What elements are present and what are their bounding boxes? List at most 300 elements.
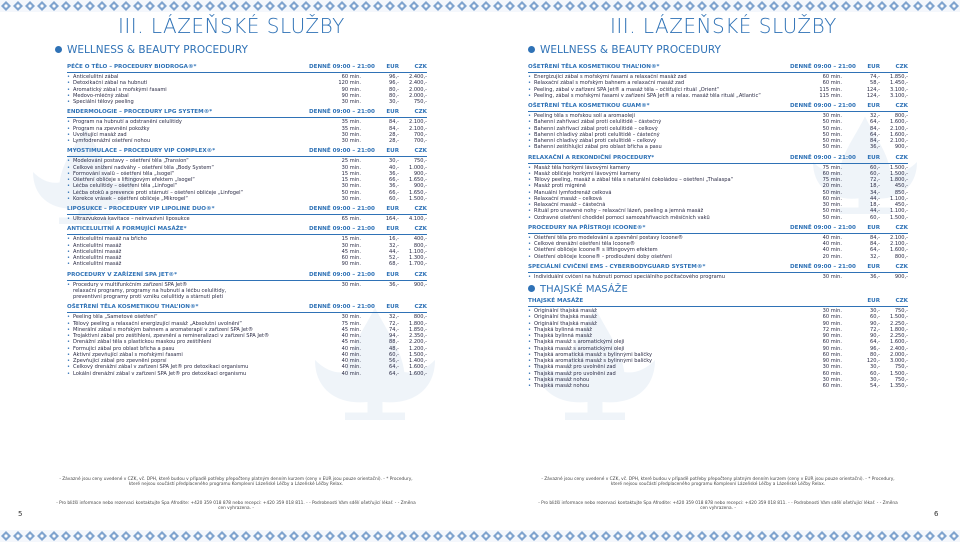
price-czk: 1.600,- xyxy=(889,119,908,126)
section-header xyxy=(67,109,427,118)
section-hours: DENNĚ 09:00 – 21:00 xyxy=(309,226,375,233)
service-name: • Ultrazvuková kavitace – neinvazivní liposukce xyxy=(67,216,309,222)
bottom-ornament-band xyxy=(0,530,480,542)
section-title: ENDERMOLOGIE – PROCEDURY LPG SYSTEM®* xyxy=(67,109,213,116)
price-czk xyxy=(399,294,427,300)
price-eur: 60,- xyxy=(389,195,399,202)
price-czk: 2.250,- xyxy=(889,333,908,339)
service-duration: 40 min. xyxy=(341,364,361,371)
currency-czk-label: CZK xyxy=(895,154,908,161)
service-duration: 40 min. xyxy=(822,241,842,247)
price-eur: 66,- xyxy=(389,177,399,183)
page-number: 5 xyxy=(18,510,23,518)
service-name: • Aromatický zábal s mořskými řasami xyxy=(67,87,309,93)
service-duration: 30 min. xyxy=(822,202,842,208)
price-eur: 96,- xyxy=(389,80,399,87)
service-name: preventivní programy proti vzniku celulitidy a stárnutí pleti xyxy=(73,294,224,300)
service-duration: 90 min. xyxy=(822,358,842,364)
price-czk: 800,- xyxy=(413,242,427,249)
price-section xyxy=(528,155,908,221)
service-name: • Bahenní zeštíhlující zábal pro oblast břicha a pasu xyxy=(528,144,790,150)
price-eur: 30,- xyxy=(870,364,880,371)
service-duration: 75 min. xyxy=(822,164,842,171)
service-duration: 40 min. xyxy=(341,370,361,377)
service-name: • Bahenní zahřívací zábal proti celulitidě – celkový xyxy=(528,126,790,132)
price-eur: 94,- xyxy=(389,333,399,339)
price-eur: 30,- xyxy=(870,308,880,314)
service-name: • Formování svalů – ošetření těla „Isogel“ xyxy=(67,171,309,177)
service-duration: 75 min. xyxy=(341,320,361,327)
footer-contact: - Pro bližší informace nebo rezervaci kontaktujte Spa Afrodite: +420 359 018 878 nebo recepci: +420 359 018 811. - - Podrobnosti Vám sdělí ošetřující lékař. - - Změna cen vyhrazena. - xyxy=(56,501,416,512)
price-czk: 1.500,- xyxy=(889,214,908,221)
price-row xyxy=(528,254,908,260)
price-eur: 84,- xyxy=(870,234,880,241)
price-eur: 80,- xyxy=(389,86,399,93)
price-czk: 750,- xyxy=(894,376,908,383)
service-duration: 40 min. xyxy=(341,333,361,339)
price-czk: 1.100,- xyxy=(408,248,427,255)
service-name: • Tělový peeling, masáž a zábal těla s naturální čokoládou – ošetření „Thalaspa“ xyxy=(528,177,790,183)
subtitle-text: WELLNESS & BEAUTY PROCEDURY xyxy=(67,44,248,56)
price-eur: 36,- xyxy=(389,183,399,190)
service-duration: 25 min. xyxy=(341,158,361,165)
price-czk: 2.250,- xyxy=(889,320,908,327)
service-duration: 30 min. xyxy=(822,113,842,119)
price-czk: 1.800,- xyxy=(889,177,908,183)
currency-eur-label: EUR xyxy=(386,304,399,311)
price-eur: 84,- xyxy=(870,138,880,144)
service-name: • Ozdravné ošetření chodidel pomocí samozahřívacích měsíčních vaků xyxy=(528,215,790,221)
price-czk: 2.100,- xyxy=(889,138,908,144)
bottom-ornament-band xyxy=(480,530,960,542)
service-duration: 60 min. xyxy=(822,314,842,321)
price-section xyxy=(67,304,427,377)
service-name: • Individuální cvičení na hubnutí pomocí speciálního počítačového programu xyxy=(528,274,790,280)
currency-czk-label: CZK xyxy=(414,304,427,311)
price-eur: 84,- xyxy=(870,125,880,132)
price-czk: 1.650,- xyxy=(408,189,427,196)
section-title: SPECIÁLNÍ CVIČENÍ EMS - CYBERBODYGUARD SYSTEM®* xyxy=(528,263,706,270)
price-czk: 1.500,- xyxy=(889,314,908,321)
price-czk: 700,- xyxy=(413,131,427,138)
section-header xyxy=(67,226,427,235)
price-czk: 1.600,- xyxy=(889,247,908,254)
ornament-pattern xyxy=(0,530,480,542)
currency-eur-label: EUR xyxy=(867,154,880,161)
price-czk: 4.100,- xyxy=(408,216,427,222)
price-row xyxy=(67,261,427,267)
price-czk: 900,- xyxy=(413,281,427,288)
price-czk: 900,- xyxy=(413,170,427,177)
price-eur: 90,- xyxy=(870,333,880,339)
price-eur: 16,- xyxy=(389,236,399,243)
price-czk: 2.100,- xyxy=(408,119,427,126)
currency-czk-label: CZK xyxy=(895,298,908,304)
thai-heading-text: THAJSKÉ MASÁŽE xyxy=(540,284,628,295)
section-hours xyxy=(790,298,852,305)
price-eur: 36,- xyxy=(389,170,399,177)
service-name: • Celkové drenážní ošetření těla Icoone® xyxy=(528,241,790,247)
section-hours: DENNĚ 09:00 – 21:00 xyxy=(790,103,856,109)
price-eur: 30,- xyxy=(389,158,399,165)
price-czk: 1.850,- xyxy=(408,326,427,333)
bullet-icon xyxy=(528,46,535,53)
ornament-pattern xyxy=(480,0,960,12)
price-czk: 2.200,- xyxy=(408,339,427,346)
bullet-icon xyxy=(528,285,535,292)
service-duration: 50 min. xyxy=(822,208,842,215)
price-row xyxy=(528,93,908,99)
section-hours: DENNĚ 09:00 – 21:00 xyxy=(309,148,375,155)
currency-czk-label: CZK xyxy=(895,64,908,70)
service-name: • Celkové snížení nadváhy – ošetření těla „Body System“ xyxy=(67,165,309,171)
price-section xyxy=(67,109,427,144)
price-czk: 1.500,- xyxy=(408,351,427,358)
price-eur: 32,- xyxy=(389,242,399,249)
price-czk: 750,- xyxy=(894,308,908,314)
price-eur: 164,- xyxy=(385,216,399,222)
service-name: • Léčba celulitidy – ošetření těla „Linfogel“ xyxy=(67,183,309,189)
price-eur: 68,- xyxy=(389,261,399,268)
price-eur: 44,- xyxy=(870,195,880,202)
service-duration: 90 min. xyxy=(341,92,361,99)
service-name: • Ošetření obličeje s liftingovým efektem „Isogel“ xyxy=(67,177,309,183)
service-duration: 30 min. xyxy=(341,138,361,144)
section-header xyxy=(67,272,427,281)
currency-eur-label: EUR xyxy=(386,271,399,278)
thai-massage-heading xyxy=(528,284,908,295)
price-czk: 1.300,- xyxy=(408,255,427,261)
price-eur: 84,- xyxy=(870,241,880,247)
footer-note: - Závazné jsou ceny uvedené v CZK, vč. DPH, které budou v případě potřeby přepočteny platným denním kurzem (ceny v EUR jsou pouze orientační). - * Procedury, které nejsou součástí předplaceného programu Komplexní Lázeňské Léčby a Lázeňské Léčby Relax. xyxy=(59,477,413,488)
price-eur: 80,- xyxy=(389,92,399,99)
currency-eur-label: EUR xyxy=(867,224,880,231)
price-section xyxy=(67,64,427,105)
top-ornament-band xyxy=(0,0,480,12)
currency-czk-label: CZK xyxy=(895,103,908,109)
currency-czk-label: CZK xyxy=(414,64,427,70)
service-name: • Originální thajská masáž xyxy=(528,321,790,327)
currency-czk-label: CZK xyxy=(414,109,427,116)
currency-eur-label: EUR xyxy=(386,148,399,155)
service-duration: 50 min. xyxy=(822,214,842,221)
currency-eur-label: EUR xyxy=(386,206,399,212)
service-name: • Peeling, zábal s mořskými řasami v zařízení SPA Jet® a relax. masáž těla rituál „Atlantic“ xyxy=(528,93,790,99)
price-section xyxy=(67,148,427,202)
service-duration: 45 min. xyxy=(341,339,361,346)
service-name: • Modelování postavy – ošetření těla „Transion“ xyxy=(67,158,309,164)
section-hours: DENNĚ 09:00 – 21:00 xyxy=(309,271,375,278)
service-name: • Peeling, zábal v zařízení SPA Jet® a masáž těla – očišťující rituál „Orient“ xyxy=(528,87,790,93)
service-name: • Uvolňující masáž zad xyxy=(67,132,309,138)
service-name: • Thajská aromatická masáž s bylinnými balíčky xyxy=(528,352,790,358)
price-czk: 1.500,- xyxy=(889,370,908,377)
service-duration: 15 min. xyxy=(341,236,361,243)
section-hours: DENNĚ 09:00 – 21:00 xyxy=(790,64,856,70)
service-duration: 60 min. xyxy=(822,339,842,346)
service-duration: 90 min. xyxy=(822,345,842,352)
price-section xyxy=(528,103,908,151)
currency-eur-label: EUR xyxy=(867,263,880,270)
service-duration: 45 min. xyxy=(341,248,361,255)
price-czk: 1.600,- xyxy=(408,370,427,377)
price-eur: 120,- xyxy=(866,358,880,364)
price-eur: 34,- xyxy=(870,189,880,196)
service-duration: 65 min. xyxy=(341,216,361,222)
service-duration: 30 min. xyxy=(822,308,842,314)
service-name: relaxační programy, programy na hubnutí a léčbu celulitidy, xyxy=(73,287,227,294)
service-duration: 72 min. xyxy=(822,326,842,333)
currency-eur-label: EUR xyxy=(386,64,399,70)
service-duration: 90 min. xyxy=(822,320,842,327)
service-name: • Anticelulitní masáž xyxy=(67,249,309,255)
price-eur: 64,- xyxy=(870,119,880,126)
section-title: RELAXAČNÍ A REKONDIČNÍ PROCEDURY* xyxy=(528,154,655,161)
service-duration: 50 min. xyxy=(822,119,842,126)
service-duration: 50 min. xyxy=(822,125,842,132)
section-hours: DENNĚ 09:00 – 21:00 xyxy=(309,64,375,70)
service-duration: 120 min. xyxy=(338,80,361,87)
price-eur: 30,- xyxy=(389,99,399,105)
price-list-right xyxy=(528,64,908,393)
section-header xyxy=(528,264,908,273)
service-duration: 40 min. xyxy=(822,234,842,241)
service-duration: 30 min. xyxy=(822,376,842,383)
price-czk: 1.350,- xyxy=(889,383,908,389)
section-title: MYOSTIMULACE – PROCEDURY VIP COMPLEX®* xyxy=(67,148,216,155)
price-eur: 72,- xyxy=(389,320,399,327)
service-name: • Peeling těla „Sametové ošetření“ xyxy=(67,314,309,320)
service-duration: 15 min. xyxy=(341,170,361,177)
price-czk: 1.500,- xyxy=(889,170,908,177)
service-name: • Masáž těla horkými lávovými kameny xyxy=(528,165,790,171)
service-duration: 75 min. xyxy=(822,177,842,183)
service-name: • Relaxační masáž – celková xyxy=(528,196,790,202)
service-duration: 40 min. xyxy=(341,351,361,358)
price-czk: 1.800,- xyxy=(408,320,427,327)
currency-eur-label: EUR xyxy=(867,64,880,70)
section-hours: DENNĚ 09:00 – 21:00 xyxy=(790,224,856,231)
price-eur: 60,- xyxy=(389,351,399,358)
price-czk: 2.100,- xyxy=(889,234,908,241)
price-eur: 56,- xyxy=(389,358,399,364)
service-duration: 60 min. xyxy=(341,255,361,261)
currency-czk-label: CZK xyxy=(414,206,427,212)
price-czk: 2.400,- xyxy=(408,74,427,80)
service-name: • Anticelulitní masáž xyxy=(67,255,309,261)
section-hours: DENNĚ 09:00 – 21:00 xyxy=(309,109,375,116)
service-duration: 45 min. xyxy=(341,326,361,333)
price-czk: 1.600,- xyxy=(889,131,908,138)
service-duration: 40 min. xyxy=(341,345,361,352)
section-header xyxy=(67,64,427,73)
currency-eur-label: EUR xyxy=(867,103,880,109)
price-czk: 1.100,- xyxy=(889,208,908,215)
service-name: • Aktivní zpevňující zábal s mořskými řasami xyxy=(67,352,309,358)
price-section xyxy=(528,225,908,260)
section-hours: DENNĚ 09:00 – 21:00 xyxy=(309,206,375,212)
service-duration: 50 min. xyxy=(341,189,361,196)
service-name: • Masáž proti migréně xyxy=(528,183,790,189)
service-duration: 15 min. xyxy=(341,177,361,183)
currency-eur-label: EUR xyxy=(386,226,399,233)
section-header xyxy=(67,148,427,157)
price-czk: 2.100,- xyxy=(408,125,427,132)
price-czk: 1.500,- xyxy=(408,195,427,202)
price-czk: 1.500,- xyxy=(889,164,908,171)
price-czk: 1.600,- xyxy=(889,339,908,346)
section-header xyxy=(67,304,427,313)
price-czk: 1.800,- xyxy=(889,326,908,333)
section-title: OŠETŘENÍ TĚLA KOSMETIKOU GUAM®* xyxy=(528,103,650,109)
service-name: • Program na hubnutí a odstranění celulitidy xyxy=(67,119,309,125)
price-eur: 32,- xyxy=(870,253,880,260)
price-czk: 2.100,- xyxy=(889,125,908,132)
service-duration: 30 min. xyxy=(341,242,361,249)
price-row xyxy=(528,215,908,221)
service-duration: 35 min. xyxy=(341,119,361,126)
price-eur: 64,- xyxy=(870,247,880,254)
service-name: • Lymfodrenážní ošetření nohou xyxy=(67,138,309,144)
price-czk: 1.200,- xyxy=(408,345,427,352)
service-duration: 60 min. xyxy=(822,195,842,202)
price-eur: 88,- xyxy=(389,339,399,346)
service-duration: 90 min. xyxy=(822,333,842,339)
price-eur: 66,- xyxy=(389,189,399,196)
service-name: • Ošetření obličeje Icoone® - prodloužení doby ošetření xyxy=(528,254,790,260)
section-subtitle xyxy=(55,44,248,56)
price-eur: 32,- xyxy=(389,314,399,321)
price-czk: 800,- xyxy=(894,113,908,119)
price-row xyxy=(67,294,427,300)
page-title: III. LÁZEŇSKÉ SLUŽBY xyxy=(118,14,345,38)
service-name: • Ošetření těla pro modelování a zpevnění postavy Icoone® xyxy=(528,235,790,241)
service-name: • Ošetření obličeje Icoone® s liftingovým efektem xyxy=(528,247,790,253)
service-name: • Thajská bylinná masáž xyxy=(528,327,790,333)
service-name: • Detoxikační zábal na hubnutí xyxy=(67,80,309,86)
service-duration: 90 min. xyxy=(341,86,361,93)
price-eur: 74,- xyxy=(870,74,880,80)
section-title: LIPOSUKCE – PROCEDURY VIP LIPOLINE DUO®* xyxy=(67,206,215,212)
price-czk: 2.000,- xyxy=(889,351,908,358)
price-czk: 750,- xyxy=(413,99,427,105)
section-title: OŠETŘENÍ TĚLA KOSMETIKOU THAL’ION®* xyxy=(67,304,199,311)
service-name: • Peeling těla s mořskou solí a aromaolejí xyxy=(528,113,790,119)
price-eur: 32,- xyxy=(870,113,880,119)
service-name: • Thajská masáž nohou xyxy=(528,383,790,389)
service-name: • Program na zpevnění pokožky xyxy=(67,126,309,132)
price-czk: 1.600,- xyxy=(408,364,427,371)
currency-eur-label: EUR xyxy=(867,298,880,304)
price-eur: 60,- xyxy=(870,314,880,321)
service-duration: 30 min. xyxy=(822,364,842,371)
currency-czk-label: CZK xyxy=(414,226,427,233)
service-name: • Speciální tělový peeling xyxy=(67,99,309,105)
price-czk: 1.100,- xyxy=(889,195,908,202)
price-czk: 3.100,- xyxy=(889,86,908,93)
price-eur: 36,- xyxy=(870,273,880,280)
section-header xyxy=(528,225,908,234)
price-eur: 72,- xyxy=(870,326,880,333)
price-eur: 60,- xyxy=(870,170,880,177)
price-eur: 84,- xyxy=(389,125,399,132)
service-name: • Medovo-mléčný zábal xyxy=(67,93,309,99)
service-name: • Drenážní zábal těla s plastickou maskou pro zeštíhlení xyxy=(67,339,309,345)
service-duration xyxy=(309,294,371,300)
service-name: • Bahenní chladivý zábal proti celulitidě – celkový xyxy=(528,138,790,144)
service-name: • Anticelulitní masáž xyxy=(67,261,309,267)
service-name: • Thajská masáž s aromatickými oleji xyxy=(528,346,790,352)
price-list-left xyxy=(67,64,427,381)
ornament-pattern xyxy=(480,530,960,542)
service-duration: 50 min. xyxy=(822,189,842,196)
bullet-icon xyxy=(55,46,62,53)
price-eur: 60,- xyxy=(870,370,880,377)
section-header xyxy=(528,64,908,73)
price-czk: 400,- xyxy=(413,236,427,243)
service-name: • Korekce vrásek – ošetření obličeje „Mikrogel“ xyxy=(67,196,309,202)
price-czk: 1.400,- xyxy=(408,358,427,364)
service-duration: 20 min. xyxy=(822,253,842,260)
service-duration: 30 min. xyxy=(341,314,361,321)
top-ornament-band xyxy=(480,0,960,12)
service-name: • Trojaktivní zábal pro zeštíhlení, zpevnění a remineralizaci v zařízení SPA Jet® xyxy=(67,333,309,339)
service-duration: 50 min. xyxy=(822,131,842,138)
service-duration: 60 min. xyxy=(822,370,842,377)
price-eur: 84,- xyxy=(389,119,399,126)
service-name: • Lokální drenážní zábal v zařízení SPA Jet® pro detoxikaci organismu xyxy=(67,371,309,377)
price-czk: 800,- xyxy=(413,314,427,321)
service-name: • Anticelulitní masáž na břicho xyxy=(67,236,309,242)
service-duration: 30 min. xyxy=(822,273,842,280)
section-hours: DENNĚ 09:00 – 21:00 xyxy=(309,304,375,311)
price-section xyxy=(528,264,908,280)
price-eur: 72,- xyxy=(870,177,880,183)
price-eur: 60,- xyxy=(870,214,880,221)
service-duration: 30 min. xyxy=(341,281,361,288)
price-row xyxy=(67,371,427,377)
price-eur: 80,- xyxy=(870,351,880,358)
price-eur: 58,- xyxy=(870,80,880,87)
page-number: 6 xyxy=(934,510,939,518)
price-eur: 124,- xyxy=(866,86,880,93)
service-duration: 60 min. xyxy=(822,170,842,177)
price-czk: 3.100,- xyxy=(889,92,908,99)
service-duration: 90 min. xyxy=(341,261,361,268)
price-czk: 900,- xyxy=(413,183,427,190)
section-hours: DENNĚ 09:00 – 21:00 xyxy=(790,263,856,270)
service-name: • Thajská bylinná masáž xyxy=(528,333,790,339)
service-duration: 60 min. xyxy=(341,74,361,80)
price-eur: 36,- xyxy=(870,144,880,151)
price-czk: 1.850,- xyxy=(889,74,908,80)
price-row xyxy=(67,138,427,144)
price-eur: 18,- xyxy=(870,183,880,190)
section-subtitle xyxy=(528,44,721,56)
price-row xyxy=(67,216,427,222)
price-eur: 36,- xyxy=(389,281,399,288)
service-duration: 30 min. xyxy=(341,195,361,202)
service-duration: 50 min. xyxy=(822,144,842,151)
price-row xyxy=(67,196,427,202)
service-duration: 60 min. xyxy=(822,351,842,358)
service-name: • Bahenní chladivý zábal proti celulitidě – částečný xyxy=(528,132,790,138)
subtitle-text: WELLNESS & BEAUTY PROCEDURY xyxy=(540,44,721,56)
service-duration: 50 min. xyxy=(822,138,842,144)
price-eur: 40,- xyxy=(389,164,399,171)
price-czk: 800,- xyxy=(894,253,908,260)
service-name: • Relaxační zábal s mořským bahnem a relaxační masáž zad xyxy=(528,80,790,86)
